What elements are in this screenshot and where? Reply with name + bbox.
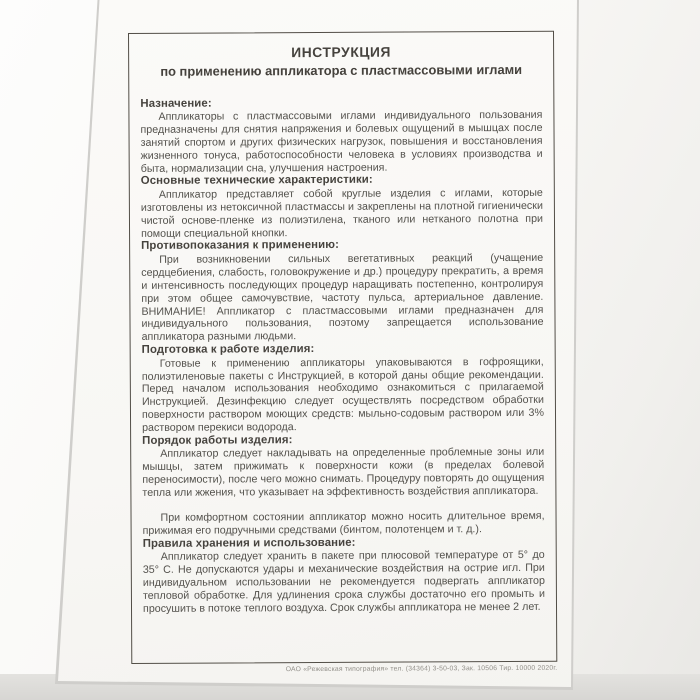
section-purpose: [140, 95, 542, 175]
section-heading: Порядок работы изделия:: [142, 434, 293, 447]
section-usage-procedure: [142, 433, 545, 538]
section-preparation: [142, 342, 544, 435]
printer-imprint: ОАО «Режевская типография» тел. (34364) 3-50-03, Зак. 10506 Тир. 10000 2020г.: [285, 664, 558, 674]
page-title: ИНСТРУКЦИЯ: [291, 44, 392, 61]
section-paragraph: Аппликатор представляет собой круглые изделия с иглами, которые изготовлены из нетоксичной пластмассы и закреплены на плотной гигиенически чистой основе-пленке из полиэтилена, тканого или нетканого полотна при помощи специальной кнопки.: [140, 186, 544, 240]
page-subtitle: по применению аппликатора с пластмассовыми иглами: [160, 61, 523, 79]
section-heading: Назначение:: [140, 97, 212, 110]
section-heading: Подготовка к работе изделия:: [141, 343, 315, 357]
section-paragraph: Аппликатор следует накладывать на определенные проблемные зоны или мышцы, затем прижимать к поверхности кожи (в пределах болевой переносимости), после чего можно снимать. Процедуру повторять до ощущения тепла или жжения, что указывает на эффективность воздействия аппликатора.: [142, 446, 545, 500]
section-paragraph: Готовые к применению аппликаторы упаковываются в гофроящики, полиэтиленовые пакеты с Инструкцией, в которой даны общие рекомендации. Перед началом использования необходимо ознакомиться с прилагаемой Инструкцией. Дезинфекцию следует осуществлять посредством обработки поверхности раствором моющих средств: мыльно-содовым раствором или 3% раствором перекиси водорода.: [141, 355, 545, 435]
instruction-sheet: [128, 31, 557, 674]
section-paragraph: Аппликаторы с пластмассовыми иглами индивидуального пользования предназначены для снятия напряжения и болевых ощущений в мышцах после занятий спортом и других физических нагрузок, повышения и восстановления жизненного тонуса, работоспособности человека в условиях производства и быта, нормализации сна, улучшения настроения.: [140, 108, 543, 175]
section-technical-characteristics: [141, 173, 543, 240]
section-paragraph: Аппликатор следует хранить в пакете при плюсовой температуре от 5° до 35° С. Не допускаются удары и механические воздействия на острие игл. При индивидуальном использовании не рекомендуется подвергать аппликатор тепловой обработке. Для удлинения срока службы достаточно его промыть и просушить в потоке теплого воздуха. Срок службы аппликатора не менее 2 лет.: [142, 549, 545, 615]
section-heading: Противопоказания к применению:: [141, 239, 340, 253]
section-contraindications: [141, 238, 544, 344]
document-frame: [128, 31, 557, 664]
section-storage-rules: [143, 536, 545, 616]
section-paragraph: При возникновении сильных вегетативных реакций (учащение сердцебиения, слабость, головокружение и др.) процедуру прекратить, а время и интенсивность последующих процедур наращивать постепенно, контролируя при этом общее самочувствие, частоту пульса, артериальное давление. ВНИМАНИЕ! Аппликатор с пластмассовыми иглами предназначен для индивидуального пользования, поэтому запрещается использование аппликатора разными людьми.: [141, 251, 544, 344]
section-heading: Правила хранения и использование:: [142, 536, 356, 550]
section-heading: Основные технические характеристики:: [140, 174, 373, 188]
section-paragraph: При комфортном состоянии аппликатор можно носить длительное время, прижимая его подручными средствами (бинтом, полотенцем и т. д.).: [142, 509, 545, 537]
